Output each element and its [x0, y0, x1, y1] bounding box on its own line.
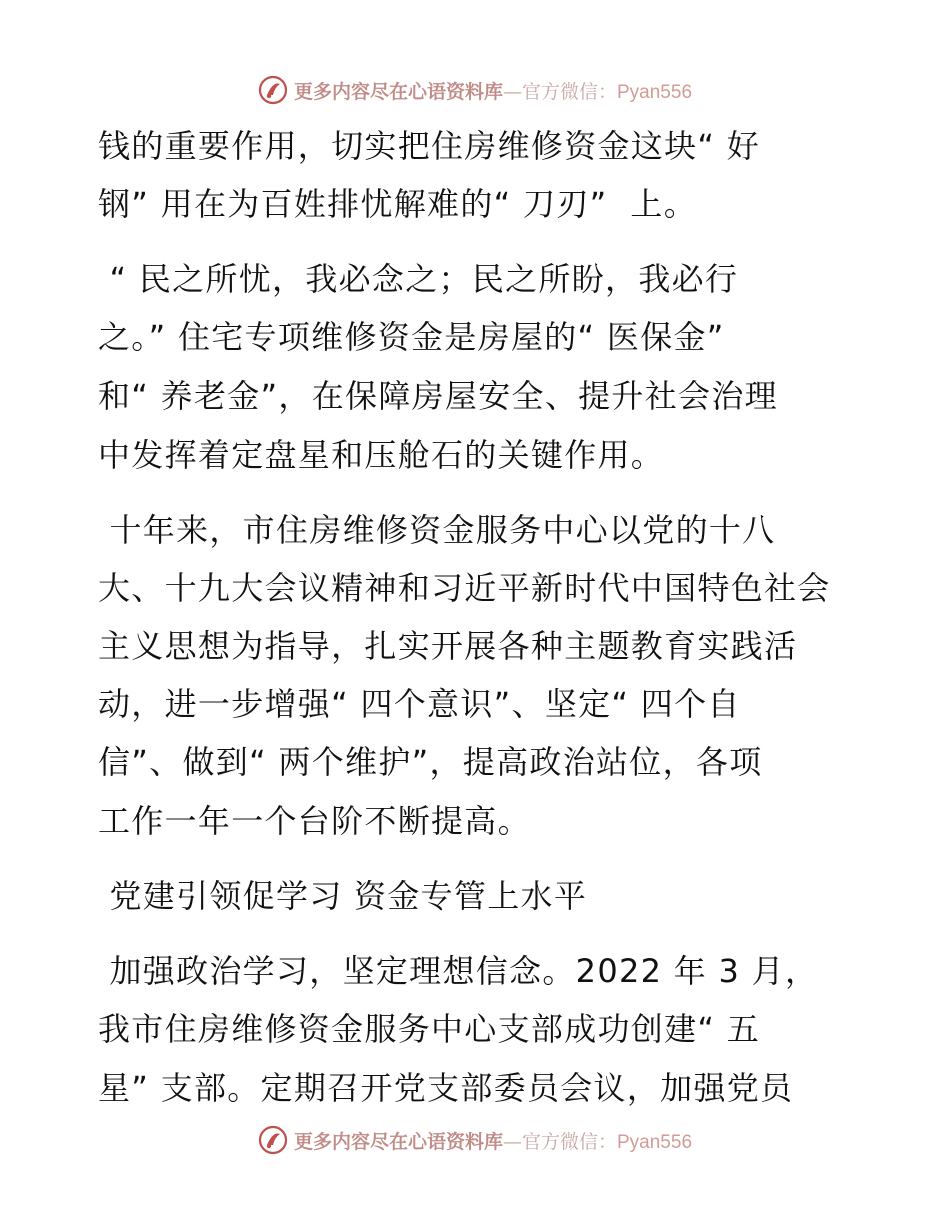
- text-line: 之。” 住宅专项维修资金是房屋的“ 医保金”: [98, 318, 725, 356]
- text-line: 十年来，市住房维修资金服务中心以党的十八: [98, 511, 776, 549]
- watermark-text: 更多内容尽在心语资料库—官方微信：Pyan556: [293, 1130, 693, 1153]
- text-line: 动，进一步增强“ 四个意识”、坚定“ 四个自: [98, 685, 741, 723]
- text-line: 信”、做到“ 两个维护”，提高政治站位，各项: [98, 743, 763, 781]
- text-line: 和“ 养老金”，在保障房屋安全、提升社会治理: [98, 377, 778, 415]
- watermark-text: 更多内容尽在心语资料库—官方微信：Pyan556: [293, 80, 693, 103]
- footer-watermark: [0, 1120, 950, 1160]
- text-line: 大、十九大会议精神和习近平新时代中国特色社会: [98, 569, 831, 607]
- text-line: 中发挥着定盘星和压舱石的关键作用。: [98, 436, 665, 474]
- text-line: 我市住房维修资金服务中心支部成功创建“ 五: [98, 1010, 761, 1048]
- text-line: 工作一年一个台阶不断提高。: [98, 802, 531, 840]
- brand-logo-icon: [258, 75, 288, 105]
- section-heading: 党建引领促学习 资金专管上水平: [98, 877, 588, 915]
- header-watermark: [0, 70, 950, 110]
- brand-logo-icon: [258, 1125, 288, 1155]
- text-line: “ 民之所忧，我必念之；民之所盼，我必行: [98, 260, 739, 298]
- text-line: 加强政治学习，坚定理想信念。2022 年 3 月，: [98, 952, 819, 990]
- text-line: 星” 支部。定期召开党支部委员会议，加强党员: [98, 1069, 794, 1107]
- text-line: 钱的重要作用，切实把住房维修资金这块“ 好: [98, 127, 761, 165]
- text-line: 主义思想为指导，扎实开展各种主题教育实践活: [98, 627, 798, 665]
- text-line: 钢” 用在为百姓排忧解难的“ 刀刃” 上。: [98, 185, 698, 223]
